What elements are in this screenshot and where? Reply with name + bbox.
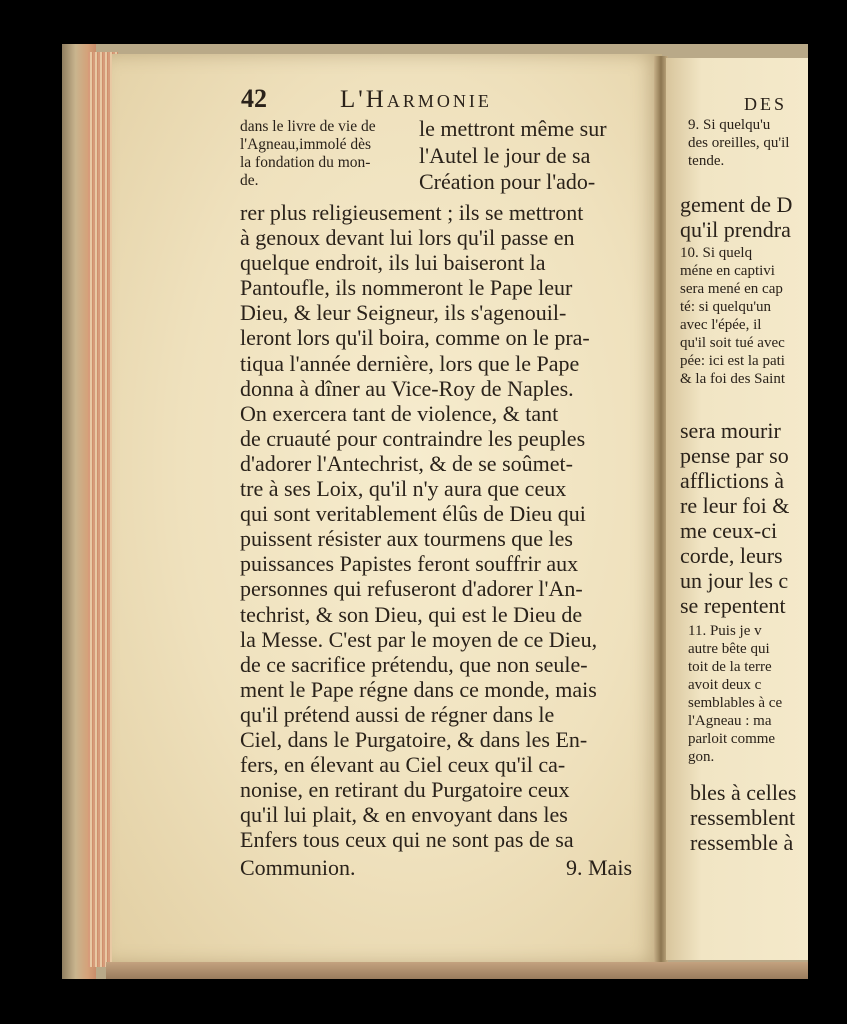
text-line: de cruauté pour contraindre les peuples: [240, 425, 586, 451]
text-line: qui sont veritablement élûs de Dieu qui: [240, 501, 586, 527]
text-line: sera mourir: [680, 418, 781, 443]
right-block: [690, 780, 796, 855]
text-line: nonise, en retirant du Purgatoire ceux: [240, 777, 570, 803]
right-block: [680, 244, 785, 388]
text-line: me ceux-ci: [680, 518, 778, 543]
text-line: té: si quelqu'un: [680, 299, 772, 315]
text-line: toit de la terre: [688, 659, 772, 675]
margin-note-line: dans le livre de vie de: [240, 118, 376, 135]
text-line: se repentent: [680, 593, 786, 618]
text-line: qu'il lui plait, & en envoyant dans les: [240, 802, 568, 828]
margin-note: [240, 118, 376, 190]
text-line: qu'il soit tué avec: [680, 335, 785, 351]
catchword: 9. Mais: [566, 855, 632, 880]
right-page-text: [666, 58, 808, 960]
text-line: avoit deux c: [688, 677, 762, 693]
text-line: re leur foi &: [680, 493, 790, 518]
text-line: l'Autel le jour de sa: [419, 142, 591, 168]
text-line: ment le Pape régne dans ce monde, mais: [240, 676, 597, 702]
body-text: [240, 200, 597, 852]
text-line: autre bête qui: [688, 641, 770, 657]
text-line: bles à celles: [690, 780, 797, 805]
right-block: [688, 622, 782, 766]
page-number: 42: [241, 84, 267, 113]
right-running-head: DES: [744, 94, 788, 114]
text-line: tende.: [688, 153, 725, 169]
text-line: & la foi des Saint: [680, 371, 785, 387]
opening-column: [419, 116, 634, 196]
text-line: puissent résister aux tourmens que les: [240, 526, 573, 552]
right-block: [680, 192, 792, 242]
text-line: gement de D: [680, 192, 793, 217]
text-line: la Messe. C'est par le moyen de ce Dieu,: [240, 626, 598, 652]
text-line: Pantoufle, ils nommeront le Pape leur: [240, 275, 573, 301]
text-line: qu'il prétend aussi de régner dans le: [240, 701, 555, 727]
text-line: 9. Si quelqu'u: [688, 117, 771, 133]
margin-note-line: de.: [240, 172, 259, 189]
text-line: 11. Puis je v: [688, 623, 762, 639]
text-line: d'adorer l'Antechrist, & de se soûmet-: [240, 450, 573, 476]
margin-note-line: la fondation du mon-: [240, 154, 371, 171]
text-line: puissances Papistes feront souffrir aux: [240, 551, 579, 577]
text-line: parloit comme: [688, 731, 776, 747]
text-line: rer plus religieusement ; ils se mettront: [240, 200, 584, 225]
text-line: donna à dîner au Vice-Roy de Naples.: [240, 375, 574, 401]
text-line: avec l'épée, il: [680, 317, 762, 333]
text-line: Ciel, dans le Purgatoire, & dans les En-: [240, 726, 588, 752]
text-line: des oreilles, qu'il: [688, 135, 790, 151]
text-line: pée: ici est la pati: [680, 353, 785, 369]
text-line: pense par so: [680, 443, 789, 468]
text-line: Enfers tous ceux qui ne sont pas de sa: [240, 827, 574, 853]
right-block: [688, 116, 789, 170]
right-block: [680, 418, 789, 618]
text-line: techrist, & son Dieu, qui est le Dieu de: [240, 601, 583, 627]
text-line: ressemblent: [690, 805, 796, 830]
text-line: leront lors qu'il boira, comme on le pra-: [240, 325, 590, 351]
margin-note-line: l'Agneau,immolé dès: [240, 136, 372, 153]
text-line: ressemble à: [690, 830, 794, 855]
text-line: tiqua l'année dernière, lors que le Pape: [240, 350, 580, 376]
text-line: corde, leurs: [680, 543, 783, 568]
text-line: tre à ses Loix, qu'il n'y aura que ceux: [240, 476, 567, 502]
text-line: semblables à ce: [688, 695, 783, 711]
text-line: On exercera tant de violence, & tant: [240, 400, 559, 426]
text-line: à genoux devant lui lors qu'il passe en: [240, 225, 575, 251]
text-line: personnes qui refuseront d'adorer l'An-: [240, 576, 583, 602]
text-line: qu'il prendra: [680, 217, 791, 242]
text-line: l'Agneau : ma: [688, 713, 772, 729]
text-line: le mettront même sur: [419, 116, 607, 141]
text-line: Dieu, & leur Seigneur, ils s'agenouil-: [240, 300, 567, 326]
bottom-edge: [106, 962, 808, 979]
text-line: quelque endroit, ils lui baiseront la: [240, 250, 546, 276]
text-line: 10. Si quelq: [680, 245, 753, 261]
text-line: un jour les c: [680, 568, 789, 593]
text-line: méne en captivi: [680, 263, 775, 279]
text-line: sera mené en cap: [680, 281, 783, 297]
text-line: Création pour l'ado-: [419, 169, 596, 194]
text-line: afflictions à: [680, 468, 785, 493]
text-line: fers, en élevant au Ciel ceux qu'il ca-: [240, 752, 566, 778]
text-line: gon.: [688, 749, 715, 765]
text-line: de ce sacrifice prétendu, que non seule-: [240, 651, 588, 677]
closing-word: Communion.: [240, 855, 356, 880]
running-head: L'Harmonie: [340, 86, 492, 113]
